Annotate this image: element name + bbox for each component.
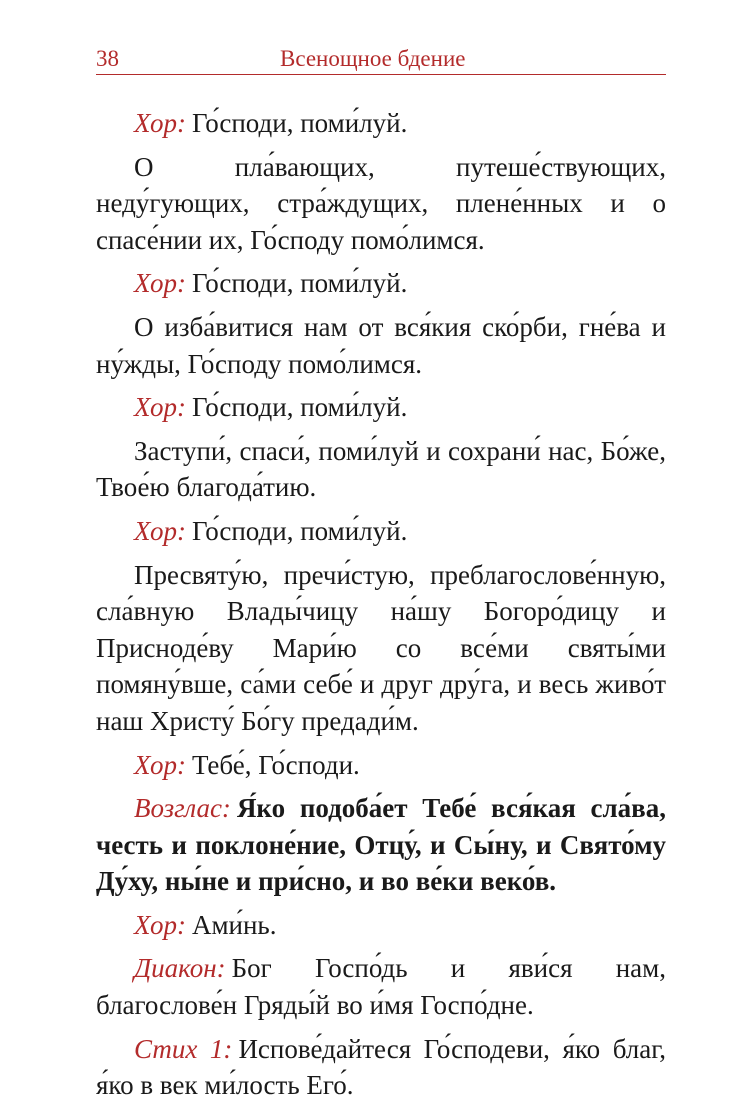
- paragraph-choir: [96, 907, 666, 944]
- speaker-label: Возглас:: [134, 793, 231, 824]
- paragraph-text: Го́споди, поми́луй.: [191, 268, 408, 299]
- paragraph-verse: [96, 1031, 666, 1104]
- page-content: [96, 105, 666, 1104]
- speaker-label: Диакон:: [134, 953, 226, 984]
- paragraph-choir: [96, 105, 666, 142]
- speaker-label: Стих 1:: [134, 1033, 233, 1064]
- paragraph-petition: [96, 149, 666, 259]
- speaker-label: Хор:: [134, 909, 186, 940]
- paragraph-petition: [96, 433, 666, 506]
- paragraph-choir: [96, 389, 666, 426]
- speaker-label: Хор:: [134, 749, 186, 780]
- book-page: [96, 40, 666, 1111]
- paragraph-deacon: [96, 950, 666, 1023]
- paragraph-petition: [96, 557, 666, 740]
- paragraph-choir: [96, 747, 666, 784]
- paragraph-text: Го́споди, поми́луй.: [191, 392, 408, 423]
- paragraph-exclamation: [96, 790, 666, 900]
- paragraph-text: О изба́витися нам от вся́кия ско́рби, гне́ва и ну́жды, Го́споду помо́лимся.: [96, 311, 666, 379]
- paragraph-text: Заступи́, спаси́, поми́луй и сохрани́ нас, Бо́же, Твое́ю благода́тию.: [96, 435, 666, 503]
- page-header: [96, 40, 666, 75]
- paragraph-choir: [96, 513, 666, 550]
- speaker-label: Хор:: [134, 392, 186, 423]
- paragraph-text: О пла́вающих, путеше́ствующих, неду́гующих, стра́ждущих, плене́нных и о спасе́нии их, Го́споду помо́лимся.: [96, 151, 666, 255]
- paragraph-petition: [96, 309, 666, 382]
- page-number: 38: [96, 46, 119, 71]
- paragraph-text: Пресвяту́ю, пречи́стую, преблагослове́нную, сла́вную Влады́чицу на́шу Богоро́дицу и Присноде́ву Мари́ю со все́ми святы́ми помяну́вше, са́ми себе́ и друг дру́га, и весь живо́т наш Христу́ Бо́гу предади́м.: [96, 559, 666, 736]
- speaker-label: Хор:: [134, 268, 186, 299]
- paragraph-text: Ами́нь.: [191, 909, 277, 940]
- paragraph-choir: [96, 265, 666, 302]
- paragraph-text: Я́ко подоба́ет Тебе́ вся́кая сла́ва, честь и поклоне́ние, Отцу́, и Сы́ну, и Свято́му Ду́ху, ны́не и при́сно, и во ве́ки веко́в.: [96, 793, 666, 897]
- speaker-label: Хор:: [134, 515, 186, 546]
- paragraph-text: Тебе́, Го́споди.: [191, 749, 360, 780]
- paragraph-text: Го́споди, поми́луй.: [191, 108, 408, 138]
- speaker-label: Хор:: [134, 108, 186, 138]
- paragraph-text: Испове́дайтеся Го́сподеви, я́ко благ, я́ко в век ми́лость Его́.: [96, 1033, 666, 1101]
- paragraph-text: Бог Госпо́дь и яви́ся нам, благослове́н Гряды́й во и́мя Госпо́дне.: [96, 953, 666, 1021]
- running-title: Всенощное бдение: [280, 46, 466, 71]
- paragraph-text: Го́споди, поми́луй.: [191, 515, 408, 546]
